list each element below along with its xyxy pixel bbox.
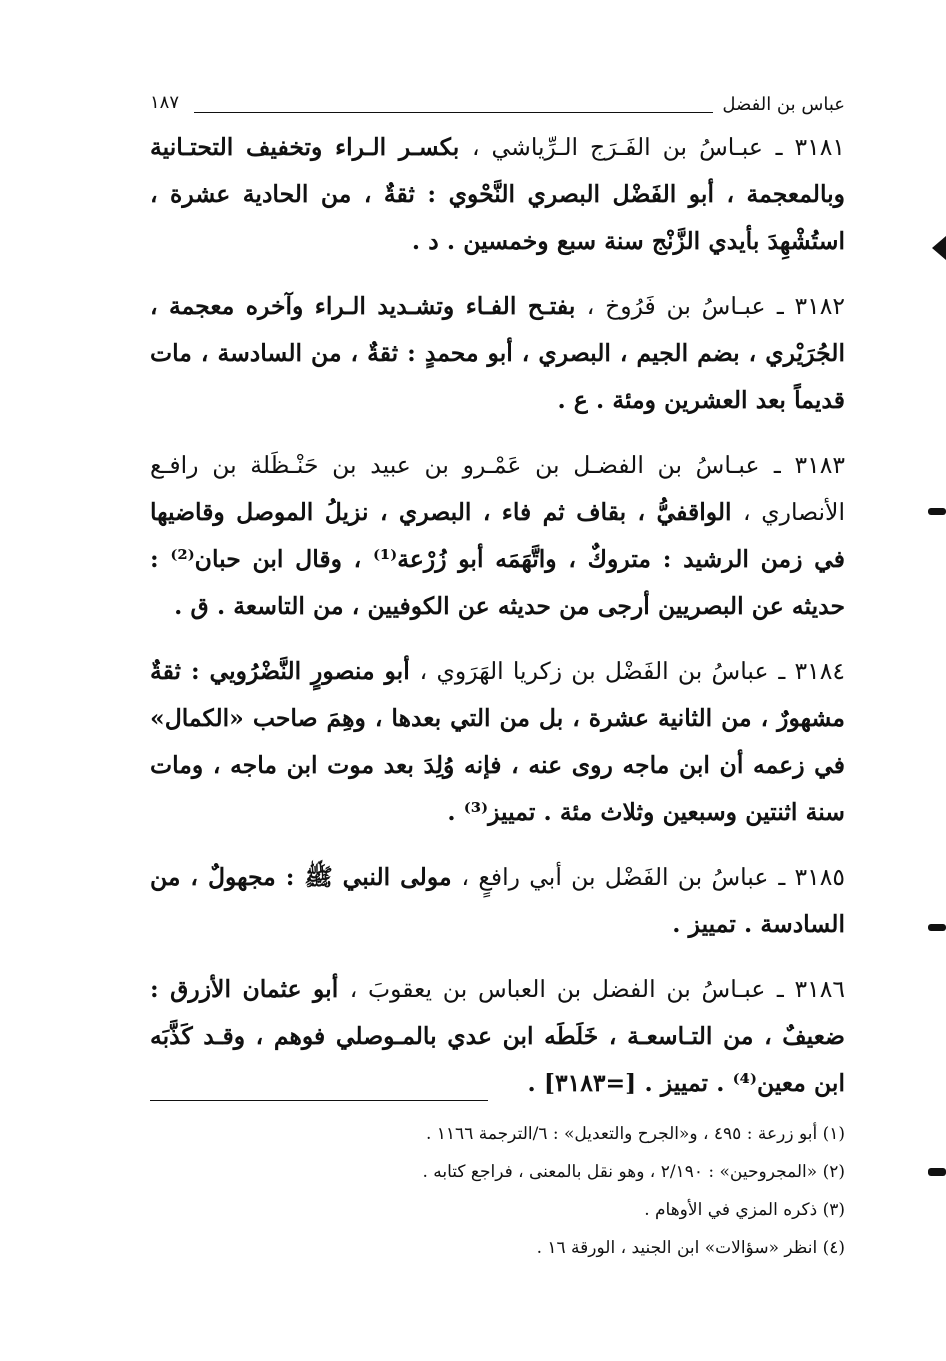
entry-name: عبـاسُ بن الفَـرَج الـرِّياشي ،	[471, 133, 763, 161]
entry-text: الواقفيُّ ، بقاف ثم فاء ، البصري ، نزيلُ الموصل وقاضيها في زمن الرشيد : متروكٌ ، واتَّهَمَه أبو زُرْعة⁽¹⁾ ، وقال ابن حبان⁽²⁾ : حديثه عن البصريين أرجى من حديثه عن الكوفيين ، من التاسعة . ق .	[150, 498, 845, 620]
footnotes	[150, 1078, 845, 1267]
footnote-2: (٢) «المجروحين» : ٢/١٩٠ ، وهو نقل بالمعنى ، فراجع كتابه .	[422, 1162, 845, 1182]
footnote-3: (٣) ذكره المزي في الأوهام .	[644, 1200, 845, 1220]
header-rule	[194, 112, 713, 113]
margin-marker-1	[932, 236, 946, 260]
header-title: عباس بن الفضل	[722, 94, 845, 115]
entry-3181	[150, 124, 845, 265]
running-header	[150, 88, 845, 124]
margin-marker-3	[928, 924, 946, 931]
entry-3184	[150, 648, 845, 836]
entry-name: عبـاسُ بن فَرُوخ ،	[586, 292, 766, 320]
footnote-4: (٤) انظر «سؤالات» ابن الجنيد ، الورقة ١٦ .	[536, 1238, 845, 1258]
entry-3183	[150, 442, 845, 630]
entry-text: أبو منصورٍ النَّضْرُويي : ثقةٌ مشهورٌ ، من الثانية عشرة ، بل من التي بعدها ، وهِمَ صاحب «الكمال» في زعمه أن ابن ماجه روى عنه ، فإنه وُلِدَ بعد موت ابن ماجه ، ومات سنة اثنتين وسبعين وثلاث مئة . تمييز⁽³⁾ .	[150, 657, 845, 826]
page-body	[150, 88, 845, 1125]
entry-name: عبـاسُ بن الفضل بن العباس بن يعقوبَ ،	[349, 975, 766, 1003]
entry-number: ٣١٨٦ ـ	[776, 975, 845, 1003]
entries-list	[150, 124, 845, 1107]
entry-text: بكسـر الـراء وتخفيف التحتـانية وبالمعجمة ، أبو الفَضْل البصري النَّحْوي : ثقةٌ ، من الحادية عشرة ، استُشْهِدَ بأيدي الزَّنْج سنة سبع وخمسين . د .	[150, 133, 845, 255]
entry-name: عباسُ بن الفَضْل بن زكريا الهَرَوي ،	[419, 657, 769, 685]
entry-number: ٣١٨٢ ـ	[776, 292, 845, 320]
entry-name: عبـاسُ بن الفضـل بن عَمْـرو بن عبيد بن حَنْـظَلة بن رافـع الأنصاري ،	[150, 451, 845, 526]
entry-text: مولى النبي ﷺ : مجهولٌ ، من السادسة . تمييز .	[150, 863, 845, 938]
entry-text: أبو عثمان الأزرق : ضعيفٌ ، من التـاسعـة ، خَلَطَه ابن عدي بالمـوصلي فوهم ، وقـد كَذَّبَه ابن معين⁽⁴⁾ . تمييز . [=٣١٨٣] .	[150, 975, 845, 1097]
entry-3185	[150, 854, 845, 948]
footnote-rule	[150, 1100, 488, 1101]
margin-marker-4	[928, 1168, 946, 1176]
entry-3182	[150, 283, 845, 424]
entry-number: ٣١٨٥ ـ	[778, 863, 845, 891]
page-number: ١٨٧	[150, 92, 180, 113]
entry-number: ٣١٨١ ـ	[775, 133, 846, 161]
entry-text: بفتـح الفـاء وتشـديد الـراء وآخره معجمة ، الجُرَيْري ، بضم الجيم ، البصري ، أبو محمدٍ : ثقةٌ ، من السادسة ، مات قديماً بعد العشرين ومئة . ع .	[150, 292, 845, 414]
entry-number: ٣١٨٣ ـ	[773, 451, 845, 479]
entry-name: عباسُ بن الفَضْل بن أبي رافعٍ ،	[461, 863, 769, 891]
margin-marker-2	[928, 508, 946, 515]
footnote-1: (١) أبو زرعة : ٤٩٥ ، و«الجرح والتعديل» : ٦/الترجمة ١١٦٦ .	[425, 1124, 845, 1144]
entry-number: ٣١٨٤ ـ	[778, 657, 845, 685]
